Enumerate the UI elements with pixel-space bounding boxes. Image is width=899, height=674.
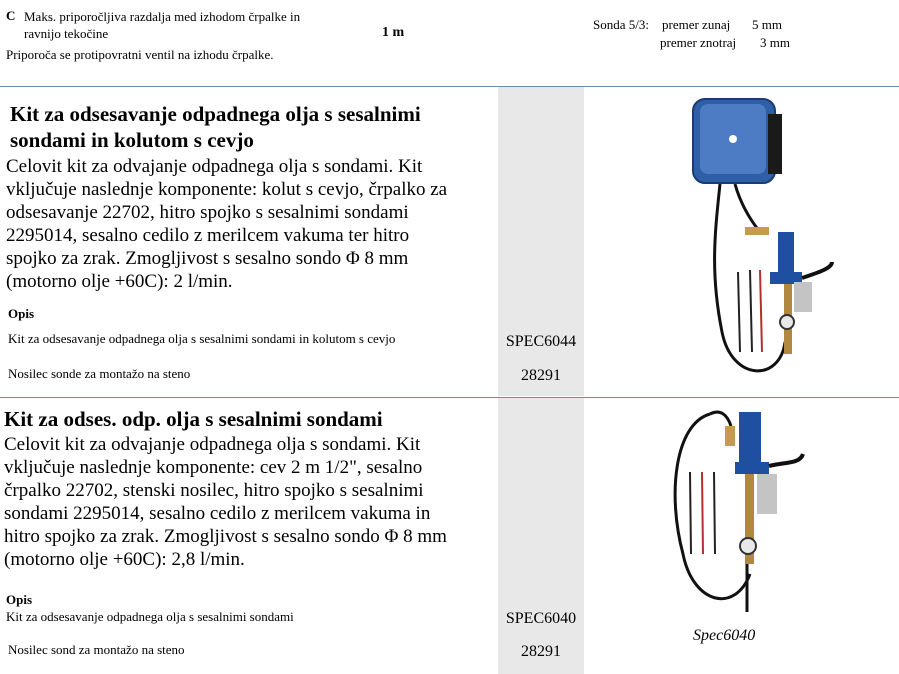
inner-diameter-value: 3 mm <box>760 35 790 50</box>
desc-line: črpalko 22702, stenski nosilec, hitro spojko s sesalnimi <box>4 480 424 501</box>
code-column <box>498 398 584 674</box>
product1-row1-text: Kit za odsesavanje odpadnega olja s sesalnimi sondami in kolutom s cevjo <box>8 331 396 346</box>
section-divider <box>0 397 899 398</box>
product2-row2-text: Nosilec sond za montažo na steno <box>8 642 185 657</box>
product2-row1-code: SPEC6040 <box>505 610 577 627</box>
section-divider <box>0 86 899 87</box>
product1-row1-code: SPEC6044 <box>505 333 577 350</box>
product1-title-line1: Kit za odsesavanje odpadnega olja s sesalnimi <box>10 102 421 126</box>
product2-row2-code: 28291 <box>521 643 561 660</box>
inner-diameter-label: premer znotraj <box>660 35 737 50</box>
desc-line: sondami 2295014, sesalno cedilo z merilcem vakuma in <box>4 503 431 524</box>
product1-title-line2: sondami in kolutom s cevjo <box>10 128 254 152</box>
desc-line: 2295014, sesalno cedilo z merilcem vakuma ter hitro <box>6 225 410 246</box>
desc-line: vključuje naslednje komponente: kolut s cevjo, črpalko za <box>6 179 448 200</box>
product1-opis-label: Opis <box>8 306 35 321</box>
desc-line: spojko za zrak. Zmogljivost s sesalno sondo Φ 8 mm <box>6 248 409 269</box>
desc-line: (motorno olje +60C): 2,8 l/min. <box>4 549 245 570</box>
desc-line: hitro spojko za zrak. Zmogljivost s sesalno sondo Φ 8 mm <box>4 526 447 547</box>
desc-line: odsesavanje 22702, hitro spojko s sesalnimi sondami <box>6 202 409 223</box>
product1-row2-code: 28291 <box>521 367 561 384</box>
product2-row1-text: Kit za odsesavanje odpadnega olja s sesalnimi sondami <box>6 609 294 624</box>
valve-note: Priporoča se protipovratni ventil na izhodu črpalke. <box>6 47 274 62</box>
desc-line: vključuje naslednje komponente: cev 2 m 1/2", sesalno <box>4 457 423 478</box>
product1-row2-text: Nosilec sonde za montažo na steno <box>8 366 191 381</box>
max-distance-line1: Maks. priporočljiva razdalja med izhodom črpalke in <box>24 9 301 24</box>
max-distance-line2: ravnijo tekočine <box>24 26 109 41</box>
desc-line: Celovit kit za odvajanje odpadnega olja s sondami. Kit <box>4 434 421 455</box>
desc-line: (motorno olje +60C): 2 l/min. <box>6 271 233 292</box>
sonda-label: Sonda 5/3: <box>593 17 649 32</box>
product2-title: Kit za odses. odp. olja s sesalnimi sondami <box>4 407 383 431</box>
product2-image-caption: Spec6040 <box>693 627 756 644</box>
desc-line: Celovit kit za odvajanje odpadnega olja s sondami. Kit <box>6 156 423 177</box>
max-distance-value: 1 m <box>382 25 405 40</box>
pump-hose-kit-image <box>665 404 815 618</box>
outer-diameter-value: 5 mm <box>752 17 782 32</box>
outer-diameter-label: premer zunaj <box>662 17 731 32</box>
product1-description <box>6 155 447 293</box>
reel-pump-kit-image <box>660 92 840 388</box>
product2-opis-label: Opis <box>6 592 33 607</box>
label-c: C <box>6 8 16 23</box>
product2-description <box>4 433 447 571</box>
